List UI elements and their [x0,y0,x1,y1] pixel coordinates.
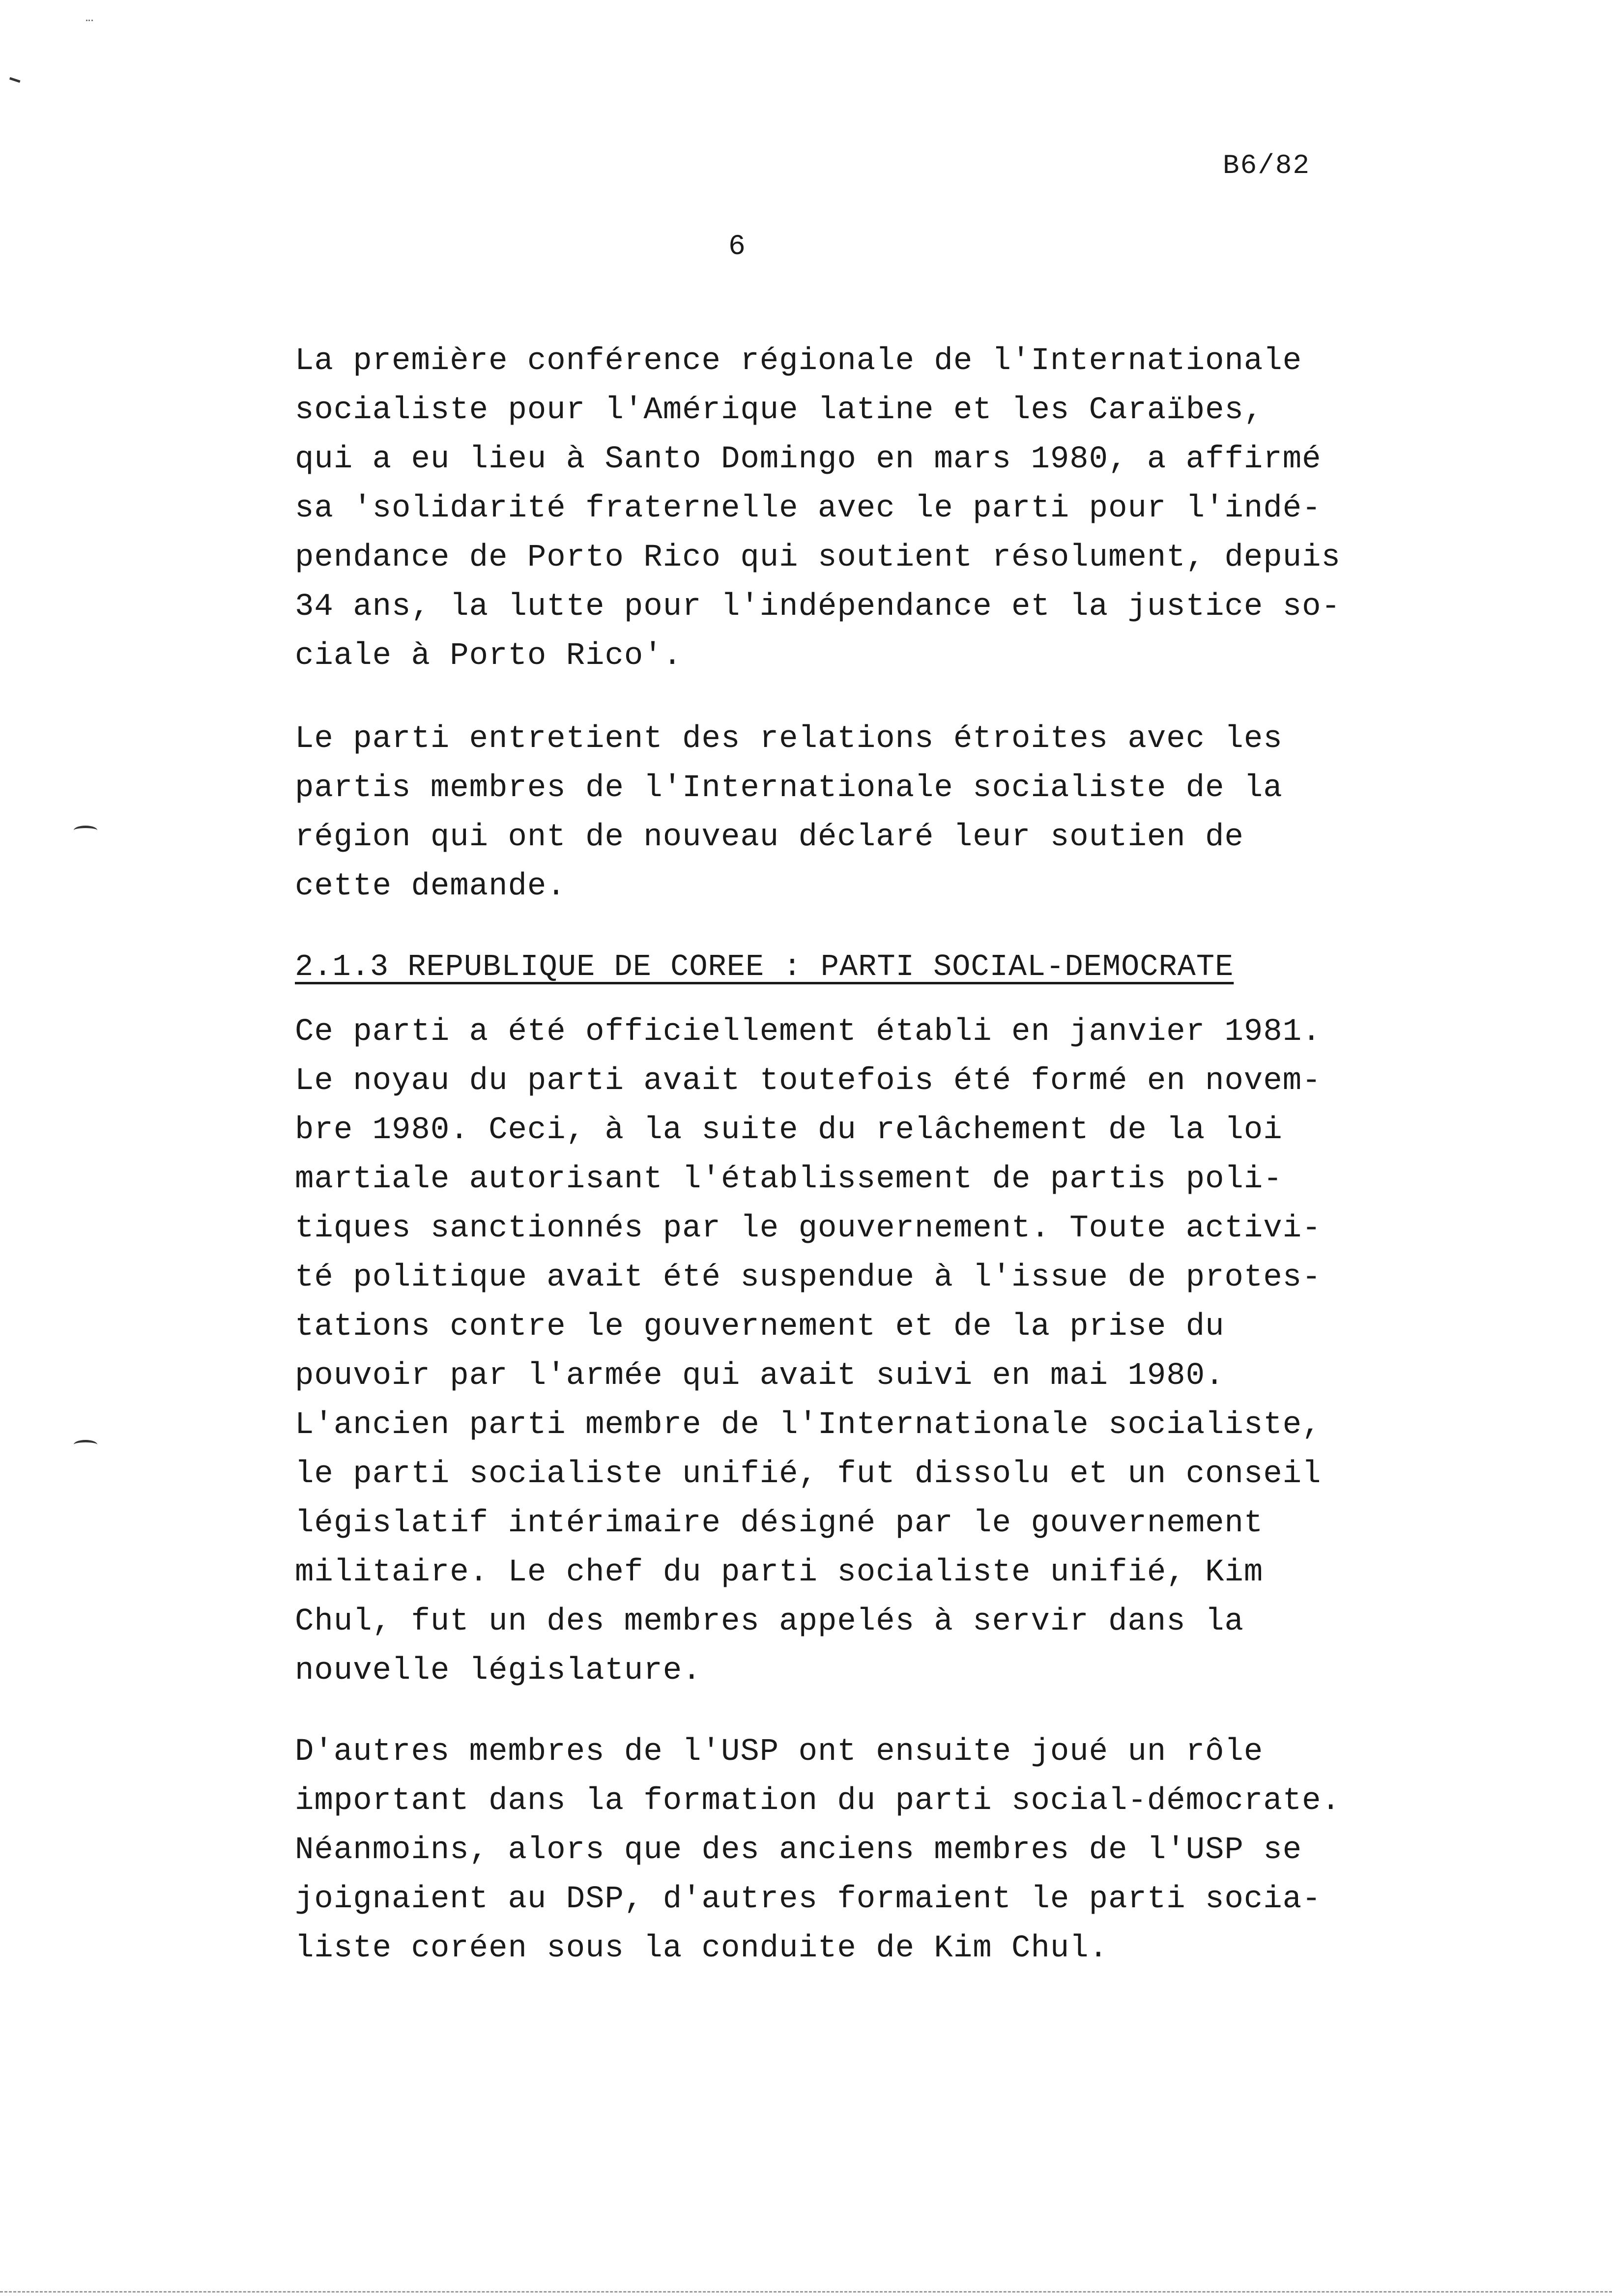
text-line: pouvoir par l'armée qui avait suivi en mai 1980. [295,1358,1225,1394]
paragraph-party-founding [295,1007,1406,1695]
paragraph-usp-members [295,1727,1406,1973]
text-line: ciale à Porto Rico'. [295,638,683,674]
text-line: nouvelle législature. [295,1653,702,1689]
text-line: qui a eu lieu à Santo Domingo en mars 1980, a affirmé [295,442,1322,477]
text-line: bre 1980. Ceci, à la suite du relâchement de la loi [295,1113,1283,1148]
text-line: région qui ont de nouveau déclaré leur soutien de [295,820,1244,855]
text-line: martiale autorisant l'établissement de partis poli- [295,1162,1283,1197]
text-line: L'ancien parti membre de l'Internationale socialiste, [295,1407,1322,1443]
section-heading: 2.1.3 REPUBLIQUE DE COREE : PARTI SOCIAL-DEMOCRATE [295,949,1234,984]
text-line: important dans la formation du parti social-démocrate. [295,1783,1341,1819]
text-line: sa 'solidarité fraternelle avec le parti pour l'indé- [295,491,1322,526]
text-line: té politique avait été suspendue à l'issue de protes- [295,1260,1322,1295]
page-bottom-edge [0,2291,1612,2293]
paragraph-regional-relations [295,715,1406,911]
text-line: tations contre le gouvernement et de la prise du [295,1309,1225,1345]
text-line: pendance de Porto Rico qui soutient résolument, depuis [295,540,1341,575]
text-line: législatif intérimaire désigné par le gouvernement [295,1506,1264,1541]
text-line: Le noyau du parti avait toutefois été formé en novem- [295,1063,1322,1099]
text-line: Néanmoins, alors que des anciens membres de l'USP se [295,1833,1302,1868]
text-line: Ce parti a été officiellement établi en janvier 1981. [295,1014,1322,1050]
text-line: partis membres de l'Internationale socialiste de la [295,771,1283,806]
text-line: socialiste pour l'Amérique latine et les Caraïbes, [295,393,1264,428]
text-line: liste coréen sous la conduite de Kim Chul. [295,1931,1109,1966]
scan-mark [8,77,21,86]
text-line: militaire. Le chef du parti socialiste unifié, Kim [295,1555,1264,1590]
text-line: La première conférence régionale de l'Internationale [295,344,1302,379]
text-line: le parti socialiste unifié, fut dissolu et un conseil [295,1457,1322,1492]
paragraph-santo-domingo-conference [295,337,1406,681]
page-number: 6 [728,231,746,263]
text-line: cette demande. [295,869,566,904]
text-line: D'autres membres de l'USP ont ensuite joué un rôle [295,1734,1264,1770]
text-line: tiques sanctionnés par le gouvernement. Toute activi- [295,1211,1322,1246]
text-line: joignaient au DSP, d'autres formaient le parti socia- [295,1882,1322,1917]
margin-mark [74,826,97,835]
text-line: Chul, fut un des membres appelés à servir dans la [295,1604,1244,1639]
text-line: 34 ans, la lutte pour l'indépendance et la justice so- [295,589,1341,625]
scan-speck [86,20,93,26]
margin-mark [74,1440,97,1449]
document-reference: B6/82 [1223,150,1311,181]
text-line: Le parti entretient des relations étroites avec les [295,721,1283,757]
